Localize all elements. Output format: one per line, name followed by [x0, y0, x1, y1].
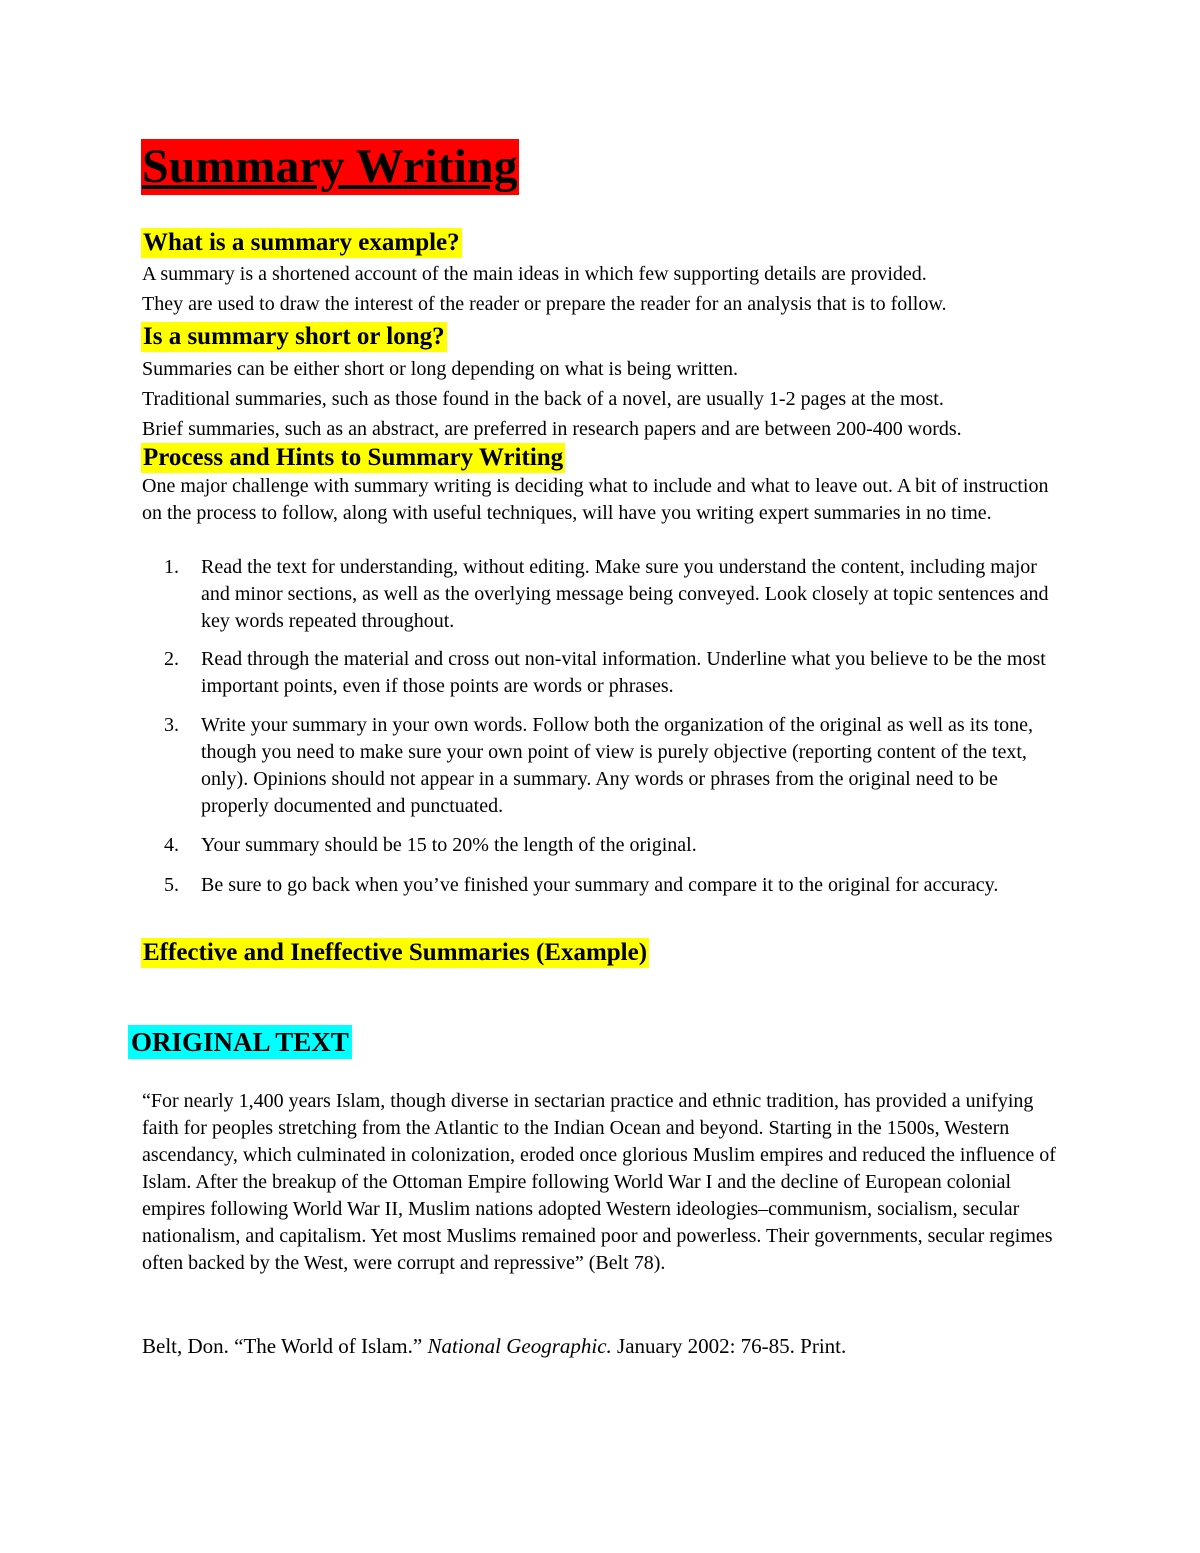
- heading-original-text: ORIGINAL TEXT: [128, 1025, 352, 1059]
- list-item-number: 3.: [164, 714, 179, 736]
- list-item: [142, 872, 1062, 899]
- citation-source: National Geographic.: [427, 1334, 612, 1358]
- original-quote: “For nearly 1,400 years Islam, though diverse in sectarian practice and ethnic tradition, has provided a unifying faith for peoples stretching from the Atlantic to the Indian Ocean and beyond. Starting in the 1500s, Western ascendancy, which culminated in colonization, eroded once glorious Muslim empires and reduced the influence of Islam. After the breakup of the Ottoman Empire following World War I and the decline of European colonial empires following World War II, Muslim nations adopted Western ideologies–communism, socialism, secular nationalism, and capitalism. Yet most Muslims remained poor and powerless. Their governments, secular regimes often backed by the West, were corrupt and repressive” (Belt 78).: [142, 1090, 1056, 1274]
- list-item-text: Read the text for understanding, without editing. Make sure you understand the content, including major and minor sections, as well as the overlying message being conveyed. Look closely at topic sentences and key words repeated throughout.: [201, 556, 1049, 632]
- what-line-2: They are used to draw the interest of the reader or prepare the reader for an analysis that is to follow.: [142, 293, 947, 315]
- list-item-number: 1.: [164, 556, 179, 578]
- list-item-text: Your summary should be 15 to 20% the length of the original.: [201, 834, 697, 856]
- list-item: [142, 832, 1062, 859]
- list-item: [142, 646, 1062, 700]
- length-line-3: Brief summaries, such as an abstract, are preferred in research papers and are between 200-400 words.: [142, 418, 962, 440]
- list-item-number: 5.: [164, 874, 179, 896]
- length-line-2: Traditional summaries, such as those found in the back of a novel, are usually 1-2 pages at the most.: [142, 388, 944, 410]
- heading-what-is-summary: What is a summary example?: [143, 229, 460, 256]
- citation: [142, 1334, 846, 1359]
- citation-suffix: January 2002: 76-85. Print.: [611, 1334, 847, 1358]
- list-item-number: 4.: [164, 834, 179, 856]
- list-item-number: 2.: [164, 648, 179, 670]
- length-line-1: Summaries can be either short or long depending on what is being written.: [142, 358, 738, 380]
- heading-effective-summaries: Effective and Ineffective Summaries (Example): [143, 939, 648, 966]
- what-line-1: A summary is a shortened account of the main ideas in which few supporting details are provided.: [142, 263, 927, 285]
- page-title: Summary Writing: [142, 140, 518, 193]
- heading-short-or-long: Is a summary short or long?: [143, 323, 445, 350]
- list-item: [142, 554, 1062, 635]
- heading-process-hints: Process and Hints to Summary Writing: [143, 444, 564, 471]
- list-item: [142, 712, 1062, 820]
- list-item-text: Read through the material and cross out non-vital information. Underline what you believe to be the most important points, even if those points are words or phrases.: [201, 648, 1046, 697]
- list-item-text: Be sure to go back when you’ve finished your summary and compare it to the original for accuracy.: [201, 874, 999, 896]
- process-intro: One major challenge with summary writing is deciding what to include and what to leave out. A bit of instruction on the process to follow, along with useful techniques, will have you writing expert summaries in no time.: [142, 475, 1049, 524]
- list-item-text: Write your summary in your own words. Follow both the organization of the original as well as its tone, though you need to make sure your own point of view is purely objective (reporting content of the text, only). Opinions should not appear in a summary. Any words or phrases from the original need to be properly documented and punctuated.: [201, 714, 1034, 817]
- citation-prefix: Belt, Don. “The World of Islam.”: [142, 1334, 428, 1358]
